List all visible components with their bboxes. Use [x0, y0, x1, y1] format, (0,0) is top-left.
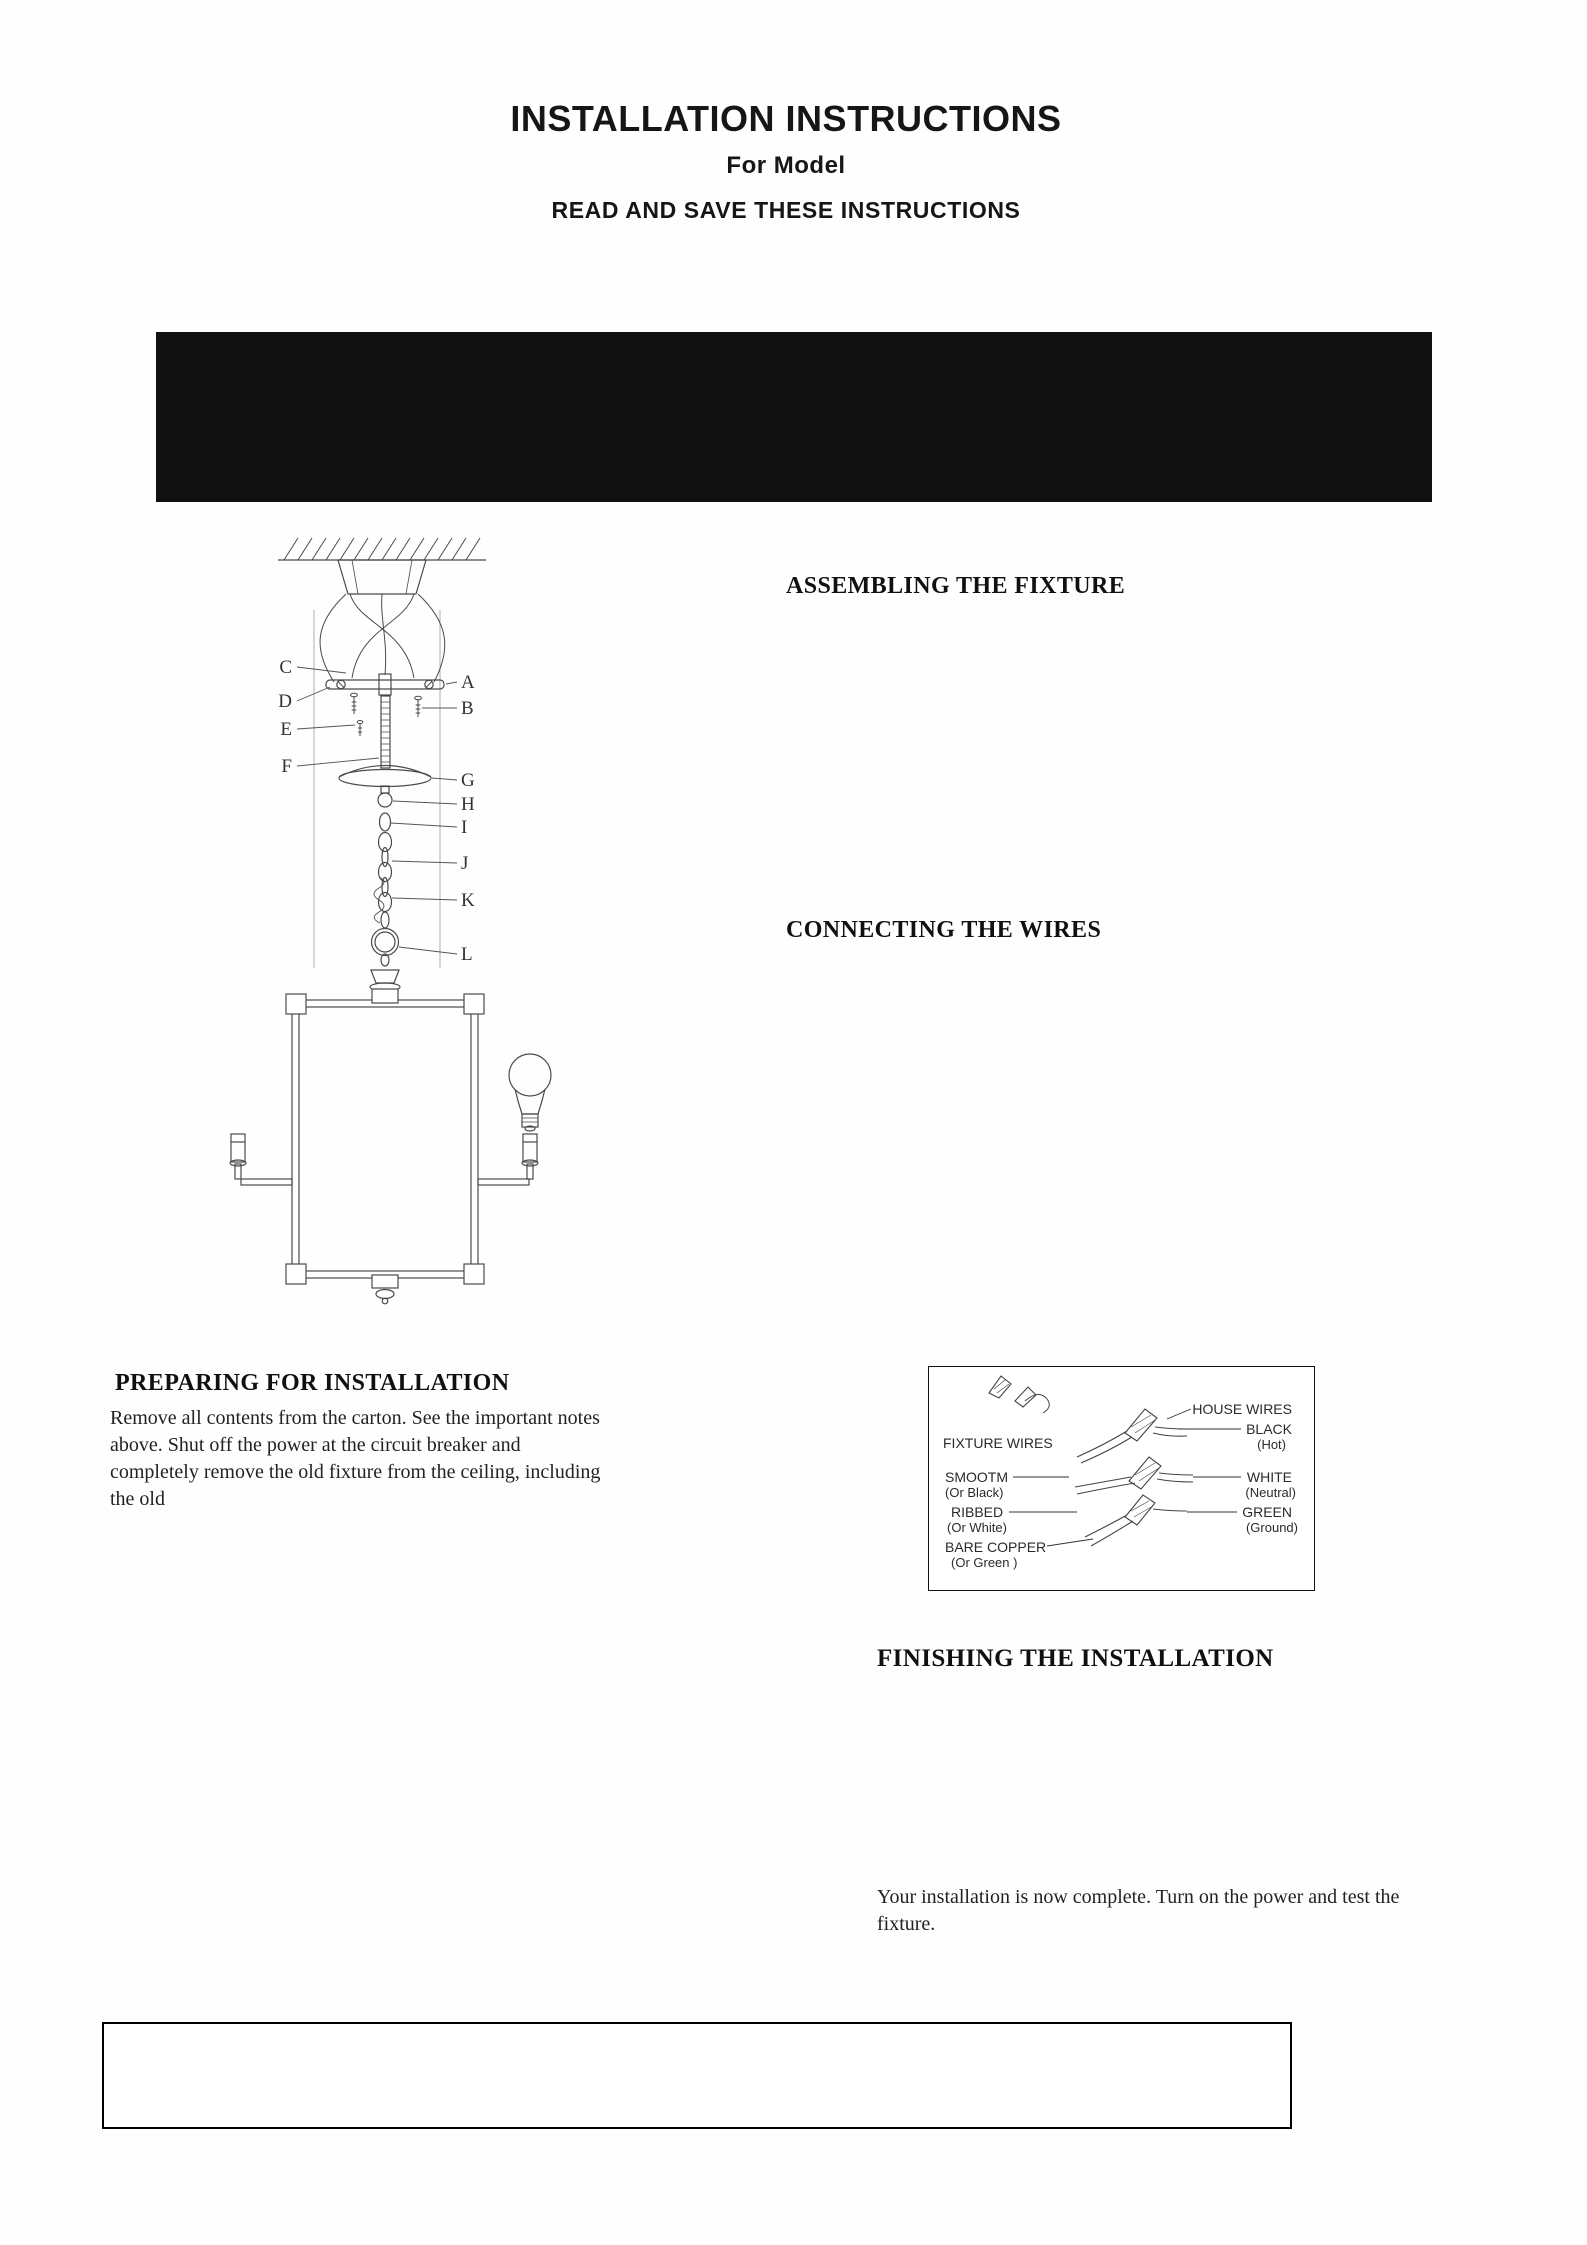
label-ribbed: RIBBED — [951, 1504, 1004, 1520]
label-black: BLACK — [1246, 1421, 1292, 1437]
wire-nut-icon — [989, 1376, 1049, 1413]
part-label-d: D — [278, 691, 292, 712]
fixture-frame — [286, 970, 484, 1304]
part-label-k: K — [461, 890, 475, 911]
part-label-f: F — [281, 756, 292, 777]
hanging-ring — [372, 929, 399, 967]
chain — [374, 833, 392, 929]
mounting-screws — [351, 693, 422, 736]
ball-and-loop — [378, 786, 392, 831]
light-bulb-icon — [509, 1054, 551, 1131]
model-subtitle: For Model — [726, 152, 846, 179]
label-bare-copper: BARE COPPER — [945, 1539, 1047, 1555]
part-label-b: B — [461, 698, 474, 719]
part-label-l: L — [461, 944, 473, 965]
preparing-line-3: completely remove the old fixture from the ceiling, including — [110, 1461, 601, 1483]
diagram-leader-lines — [297, 667, 457, 954]
part-label-c: C — [279, 657, 292, 678]
exploded-fixture-diagram — [200, 530, 620, 1330]
wire-splice-green — [1085, 1495, 1187, 1546]
left-socket-arm — [230, 1134, 292, 1185]
preparing-line-1: Remove all contents from the carton. See the important notes — [110, 1407, 600, 1429]
part-label-h: H — [461, 794, 475, 815]
label-green: GREEN — [1242, 1504, 1292, 1520]
preparing-paragraph — [110, 1405, 720, 1513]
right-socket-arm — [478, 1134, 538, 1185]
part-label-j: J — [461, 853, 469, 874]
label-ribbed-sub: (Or White) — [947, 1520, 1007, 1535]
save-instructions-note: READ AND SAVE THESE INSTRUCTIONS — [551, 197, 1021, 223]
redacted-warning-block — [156, 332, 1432, 502]
section-heading-connecting: CONNECTING THE WIRES — [786, 917, 1102, 943]
label-smooth-sub: (Or Black) — [945, 1485, 1004, 1500]
page-title: INSTALLATION INSTRUCTIONS — [510, 98, 1062, 139]
part-label-g: G — [461, 770, 475, 791]
finishing-line-1: Your installation is now complete. Turn on the power and test the — [877, 1886, 1400, 1908]
finishing-line-2: fixture. — [877, 1913, 936, 1935]
label-fixture-wires: FIXTURE WIRES — [943, 1435, 1053, 1451]
part-label-a: A — [461, 672, 475, 693]
canopy — [339, 766, 431, 787]
preparing-line-4: the old — [110, 1488, 165, 1510]
label-bare-copper-sub: (Or Green ) — [951, 1555, 1018, 1570]
ceiling-hatch — [278, 538, 486, 560]
label-white-sub: (Neutral) — [1245, 1485, 1296, 1500]
label-green-sub: (Ground) — [1245, 1520, 1298, 1535]
supply-wires — [320, 594, 445, 682]
section-heading-preparing: PREPARING FOR INSTALLATION — [115, 1370, 510, 1396]
bottom-notes-box — [102, 2022, 1292, 2129]
finishing-paragraph — [877, 1884, 1517, 1938]
part-label-i: I — [461, 817, 468, 838]
preparing-line-2: above. Shut off the power at the circuit breaker and — [110, 1434, 521, 1456]
mounting-bracket — [326, 674, 444, 695]
outlet-box — [338, 560, 426, 594]
section-heading-finishing: FINISHING THE INSTALLATION — [877, 1645, 1274, 1672]
wiring-diagram-box — [928, 1366, 1315, 1591]
guide-lines — [314, 610, 440, 968]
label-smooth: SMOOTM — [945, 1469, 1008, 1485]
part-label-e: E — [280, 719, 292, 740]
label-black-sub: (Hot) — [1257, 1437, 1286, 1452]
wire-splice-white — [1075, 1457, 1193, 1494]
threaded-nipple — [381, 696, 390, 768]
section-heading-assembling: ASSEMBLING THE FIXTURE — [786, 573, 1126, 599]
label-house-wires: HOUSE WIRES — [1192, 1401, 1292, 1417]
label-white: WHITE — [1246, 1469, 1292, 1485]
